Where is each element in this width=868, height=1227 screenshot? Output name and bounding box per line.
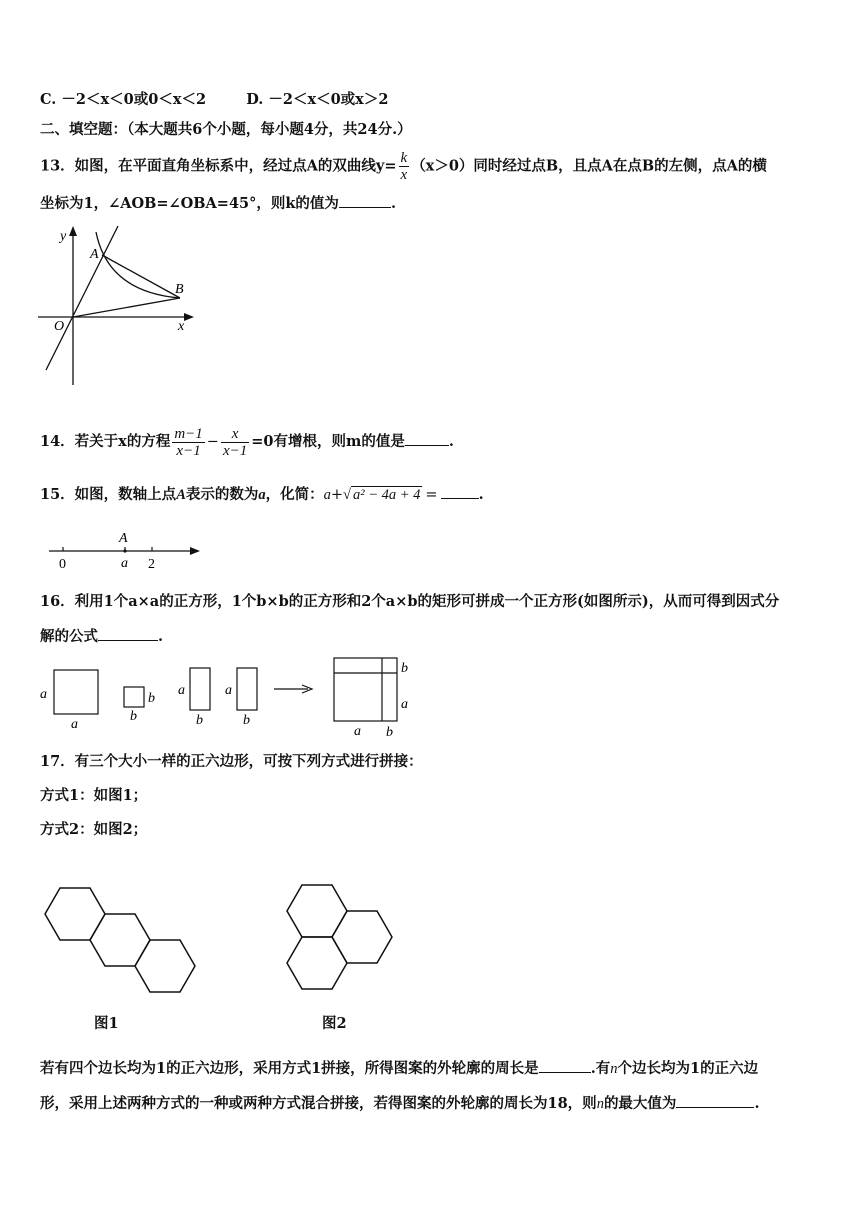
- q17-fig1-hexagon: [45, 888, 105, 940]
- q16-square-a: [54, 670, 98, 714]
- q15-line: [40, 484, 484, 505]
- q17-fig2-caption: 图2: [322, 1015, 347, 1032]
- q17-q1-text-b: .有: [590, 1060, 611, 1077]
- q14-fraction-2: [221, 426, 249, 459]
- q13-frac-num: k: [400, 150, 408, 166]
- q15-end: .: [478, 486, 484, 503]
- q17-fig2-hexagon: [332, 911, 392, 963]
- q17-figure-1: [40, 885, 205, 1005]
- q17-fig1-caption: 图1: [94, 1015, 119, 1032]
- q17-q2-n: n: [596, 1096, 604, 1112]
- option-c-label: C.: [40, 91, 57, 108]
- q16-line2: [40, 626, 163, 647]
- q16-rect2-label-b: b: [243, 713, 250, 728]
- q13-answer-blank[interactable]: [339, 193, 391, 208]
- q15-axis-arrow-icon: [190, 547, 200, 555]
- q17-answer-blank-1[interactable]: [539, 1058, 591, 1073]
- q13-label-o: O: [54, 319, 65, 334]
- q15-var: a: [258, 487, 266, 503]
- q13-label-y: y: [60, 229, 67, 244]
- q13-frac-den: x: [400, 167, 408, 183]
- q15-radicand: a² − 4a + 4: [352, 487, 421, 503]
- q13-label-x: x: [178, 319, 185, 334]
- q16-label-a-bottom: a: [71, 717, 78, 732]
- q14-minus: −: [206, 434, 219, 450]
- q17-answer-blank-2[interactable]: [676, 1093, 754, 1108]
- q16-rect2-label-a: a: [225, 683, 232, 698]
- q14-end: .: [448, 433, 454, 450]
- q16-figure: [36, 652, 426, 742]
- q16-line1: 16．利用1个a×a的正方形，1个b×b的正方形和2个a×b的矩形可拼成一个正方形(如图所示)，从而可得到因式分: [40, 593, 780, 610]
- options-row: [40, 90, 388, 110]
- q16-label-b-side: b: [148, 691, 155, 706]
- q14-fraction-1: [172, 426, 204, 459]
- q16-big-label-a-right: a: [401, 697, 408, 712]
- q16-end: .: [158, 628, 164, 645]
- q15-simplify: ，化简：: [265, 486, 324, 503]
- option-c-text: －2＜x＜0或0＜x＜2: [61, 91, 207, 108]
- q17-fig1-hexagon: [135, 940, 195, 992]
- q16-big-label-a-bottom: a: [354, 724, 361, 739]
- q15-label-two: 2: [148, 557, 155, 572]
- q16-big-label-b-right: b: [401, 661, 408, 676]
- q16-rect1-label-a: a: [178, 683, 185, 698]
- q17-figure-2: [282, 880, 402, 1005]
- q13-line-ob: [73, 298, 180, 317]
- q16-answer-blank[interactable]: [98, 626, 158, 641]
- q13-figure: [38, 222, 198, 387]
- q13-y-arrow-icon: [69, 226, 77, 236]
- q13-x-arrow-icon: [184, 313, 194, 321]
- q13-text-c: 坐标为1，∠AOB=∠OBA=45°，则k的值为: [40, 195, 339, 212]
- q15-label-a: a: [121, 556, 128, 571]
- q16-big-square: [334, 658, 397, 721]
- q14-suffix: =0有增根，则m的值是: [251, 433, 405, 450]
- q15-point-a-dot: [123, 549, 126, 552]
- q17-line1: 17．有三个大小一样的正六边形，可按下列方式进行拼接：: [40, 753, 423, 770]
- q13-label-b: B: [175, 282, 184, 297]
- q17-question-line1: [40, 1058, 758, 1079]
- q13-line1: [40, 150, 767, 183]
- q16-text: 解的公式: [40, 628, 98, 645]
- q13-label-a: A: [90, 247, 99, 262]
- q17-question-line2: [40, 1093, 760, 1114]
- option-d-label: D.: [246, 91, 264, 108]
- q14-answer-blank[interactable]: [405, 431, 449, 446]
- q17-q1-text-a: 若有四个边长均为1的正六边形，采用方式1拼接，所得图案的外轮廓的周长是: [40, 1060, 539, 1077]
- q16-rect-1: [190, 668, 210, 710]
- q16-rect-2: [237, 668, 257, 710]
- q17-q1-text-c: 个边长均为1的正六边: [617, 1060, 759, 1077]
- q15-mid: 表示的数为: [185, 486, 259, 503]
- q14-f2-num: x: [221, 426, 249, 443]
- q15-prefix: 15．如图，数轴上点: [40, 486, 177, 503]
- q15-point-a: A: [176, 487, 186, 503]
- q15-expr-a: a: [323, 487, 331, 503]
- q13-end: .: [390, 195, 396, 212]
- q14-f1-num: m−1: [174, 425, 203, 442]
- q16-rect1-label-b: b: [196, 713, 203, 728]
- q14-prefix: 14．若关于x的方程: [40, 433, 171, 450]
- q17-q1-n: n: [610, 1061, 618, 1077]
- q15-plus: +: [330, 487, 344, 503]
- q17-fig2-hexagon: [287, 937, 347, 989]
- q15-number-line: [44, 530, 204, 572]
- q13-line-ab: [102, 255, 180, 298]
- q13-hyperbola: [96, 232, 180, 298]
- q13-text-b: （x＞0）同时经过点B，且点A在点B的左侧，点A的横: [411, 157, 767, 175]
- q17-q2-text-a: 形，采用上述两种方式的一种或两种方式混合拼接，若得图案的外轮廓的周长为18，则: [40, 1095, 597, 1112]
- q14-f2-den: x−1: [222, 442, 248, 459]
- section-2-header: 二、填空题：（本大题共6个小题，每小题4分，共24分.）: [40, 121, 412, 138]
- q13-line2: [40, 193, 396, 214]
- q17-fig2-hexagon: [287, 885, 347, 937]
- q13-fraction: [399, 150, 410, 183]
- q15-sqrt: [343, 485, 422, 505]
- q13-line-oa: [46, 226, 118, 370]
- q15-label-zero: 0: [59, 557, 66, 572]
- option-d-text: －2＜x＜0或x＞2: [268, 91, 389, 108]
- q17-q2-end: .: [754, 1095, 760, 1112]
- q17-way2: 方式2：如图2；: [40, 821, 148, 838]
- q16-big-label-b-bottom: b: [386, 725, 393, 740]
- q17-q2-text-b: 的最大值为: [603, 1095, 677, 1112]
- q15-eq: =: [425, 487, 438, 503]
- q16-label-b-bottom: b: [130, 709, 137, 724]
- q17-fig1-hexagon: [90, 914, 150, 966]
- q17-way1: 方式1：如图1；: [40, 787, 148, 804]
- q15-label-A: A: [119, 531, 128, 546]
- q14-line: [40, 420, 454, 464]
- q14-f1-den: x−1: [176, 442, 201, 459]
- q15-answer-blank[interactable]: [441, 484, 479, 499]
- q16-label-a-side: a: [40, 687, 47, 702]
- q16-square-b: [124, 687, 144, 707]
- q13-text-a: 13．如图，在平面直角坐标系中，经过点A的双曲线y=: [40, 157, 397, 175]
- radical-sign-icon: √: [343, 487, 351, 503]
